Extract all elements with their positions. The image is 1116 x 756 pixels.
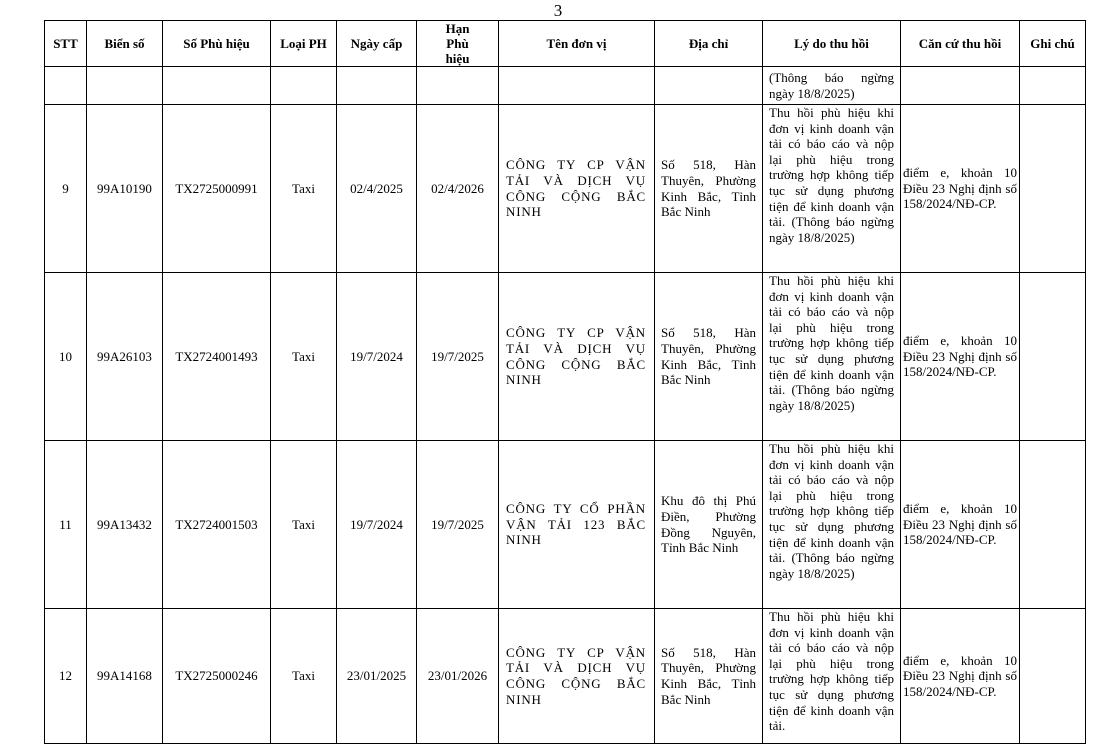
- page-number: 3: [553, 1, 563, 20]
- note-cell: [1020, 273, 1086, 441]
- table-cell: [1020, 67, 1086, 105]
- unit-name-cell: CÔNG TY CP VẬN TẢI VÀ DỊCH VỤ CÔNG CỘNG BẮC NINH: [499, 105, 655, 273]
- badge-number-cell: TX2725000991: [163, 105, 271, 273]
- table-cell: [499, 67, 655, 105]
- badge-number-cell: TX2725000246: [163, 609, 271, 744]
- badge-number-cell: TX2724001503: [163, 441, 271, 609]
- header-badge-type: Loại PH: [271, 21, 337, 67]
- revocation-table: [44, 20, 1086, 744]
- plate-cell: 99A26103: [87, 273, 163, 441]
- expiry-cell: 23/01/2026: [417, 609, 499, 744]
- expiry-cell: 02/4/2026: [417, 105, 499, 273]
- note-cell: [1020, 441, 1086, 609]
- table-cell: [655, 67, 763, 105]
- basis-cell: điểm e, khoản 10 Điều 23 Nghị định số 158/2024/NĐ-CP.: [901, 273, 1020, 441]
- plate-cell: 99A14168: [87, 609, 163, 744]
- badge-type-cell: Taxi: [271, 609, 337, 744]
- basis-cell: điểm e, khoản 10 Điều 23 Nghị định số 158/2024/NĐ-CP.: [901, 441, 1020, 609]
- issue-date-cell: 19/7/2024: [337, 441, 417, 609]
- note-cell: [1020, 105, 1086, 273]
- address-cell: Khu đô thị Phú Điền, Phường Đồng Nguyên, Tỉnh Bắc Ninh: [655, 441, 763, 609]
- expiry-cell: 19/7/2025: [417, 441, 499, 609]
- expiry-cell: 19/7/2025: [417, 273, 499, 441]
- header-basis: Căn cứ thu hồi: [901, 21, 1020, 67]
- stt-cell: 12: [45, 609, 87, 744]
- table-row: [45, 609, 1086, 744]
- header-note: Ghi chú: [1020, 21, 1086, 67]
- address-cell: Số 518, Hàn Thuyên, Phường Kinh Bắc, Tỉnh Bắc Ninh: [655, 105, 763, 273]
- table-cell: [45, 67, 87, 105]
- table-cell: [271, 67, 337, 105]
- unit-name-cell: CÔNG TY CP VẬN TẢI VÀ DỊCH VỤ CÔNG CỘNG BẮC NINH: [499, 609, 655, 744]
- basis-cell: điểm e, khoản 10 Điều 23 Nghị định số 158/2024/NĐ-CP.: [901, 609, 1020, 744]
- header-stt: STT: [45, 21, 87, 67]
- address-cell: Số 518, Hàn Thuyên, Phường Kinh Bắc, Tỉnh Bắc Ninh: [655, 273, 763, 441]
- badge-type-cell: Taxi: [271, 441, 337, 609]
- table-cell: [87, 67, 163, 105]
- unit-name-cell: CÔNG TY CP VẬN TẢI VÀ DỊCH VỤ CÔNG CỘNG BẮC NINH: [499, 273, 655, 441]
- badge-type-cell: Taxi: [271, 105, 337, 273]
- table-cell: [417, 67, 499, 105]
- plate-cell: 99A13432: [87, 441, 163, 609]
- header-unit-name: Tên đơn vị: [499, 21, 655, 67]
- stt-cell: 11: [45, 441, 87, 609]
- header-address: Địa chỉ: [655, 21, 763, 67]
- table-row: [45, 105, 1086, 273]
- reason-cell: Thu hồi phù hiệu khi đơn vị kinh doanh vận tải có báo cáo và nộp lại phù hiệu trong trường hợp không tiếp tục sử dụng phương tiện để kinh doanh vận tải. (Thông báo ngừng ngày 18/8/2025): [763, 273, 901, 441]
- reason-cell: (Thông báo ngừng ngày 18/8/2025): [763, 67, 901, 105]
- header-issue-date: Ngày cấp: [337, 21, 417, 67]
- header-plate: Biển số: [87, 21, 163, 67]
- table-row: [45, 273, 1086, 441]
- badge-number-cell: TX2724001493: [163, 273, 271, 441]
- table-cell: [901, 67, 1020, 105]
- reason-cell: Thu hồi phù hiệu khi đơn vị kinh doanh vận tải có báo cáo và nộp lại phù hiệu trong trường hợp không tiếp tục sử dụng phương tiện để kinh doanh vận tải. (Thông báo ngừng ngày 18/8/2025): [763, 441, 901, 609]
- address-cell: Số 518, Hàn Thuyên, Phường Kinh Bắc, Tỉnh Bắc Ninh: [655, 609, 763, 744]
- unit-name-cell: CÔNG TY CỔ PHẦN VẬN TẢI 123 BẮC NINH: [499, 441, 655, 609]
- issue-date-cell: 23/01/2025: [337, 609, 417, 744]
- reason-cell: Thu hồi phù hiệu khi đơn vị kinh doanh vận tải có báo cáo và nộp lại phù hiệu trong trường hợp không tiếp tục sử dụng phương tiện để kinh doanh vận tải.: [763, 609, 901, 744]
- reason-cell: Thu hồi phù hiệu khi đơn vị kinh doanh vận tải có báo cáo và nộp lại phù hiệu trong trường hợp không tiếp tục sử dụng phương tiện để kinh doanh vận tải. (Thông báo ngừng ngày 18/8/2025): [763, 105, 901, 273]
- stt-cell: 9: [45, 105, 87, 273]
- continuation-row: [45, 67, 1086, 105]
- header-reason: Lý do thu hồi: [763, 21, 901, 67]
- issue-date-cell: 19/7/2024: [337, 273, 417, 441]
- stt-cell: 10: [45, 273, 87, 441]
- table-row: [45, 441, 1086, 609]
- note-cell: [1020, 609, 1086, 744]
- table-cell: [163, 67, 271, 105]
- badge-type-cell: Taxi: [271, 273, 337, 441]
- header-badge-number: Số Phù hiệu: [163, 21, 271, 67]
- plate-cell: 99A10190: [87, 105, 163, 273]
- header-expiry: Hạn Phù hiệu: [417, 21, 499, 67]
- issue-date-cell: 02/4/2025: [337, 105, 417, 273]
- basis-cell: điểm e, khoản 10 Điều 23 Nghị định số 158/2024/NĐ-CP.: [901, 105, 1020, 273]
- table-cell: [337, 67, 417, 105]
- table-header-row: [45, 21, 1086, 67]
